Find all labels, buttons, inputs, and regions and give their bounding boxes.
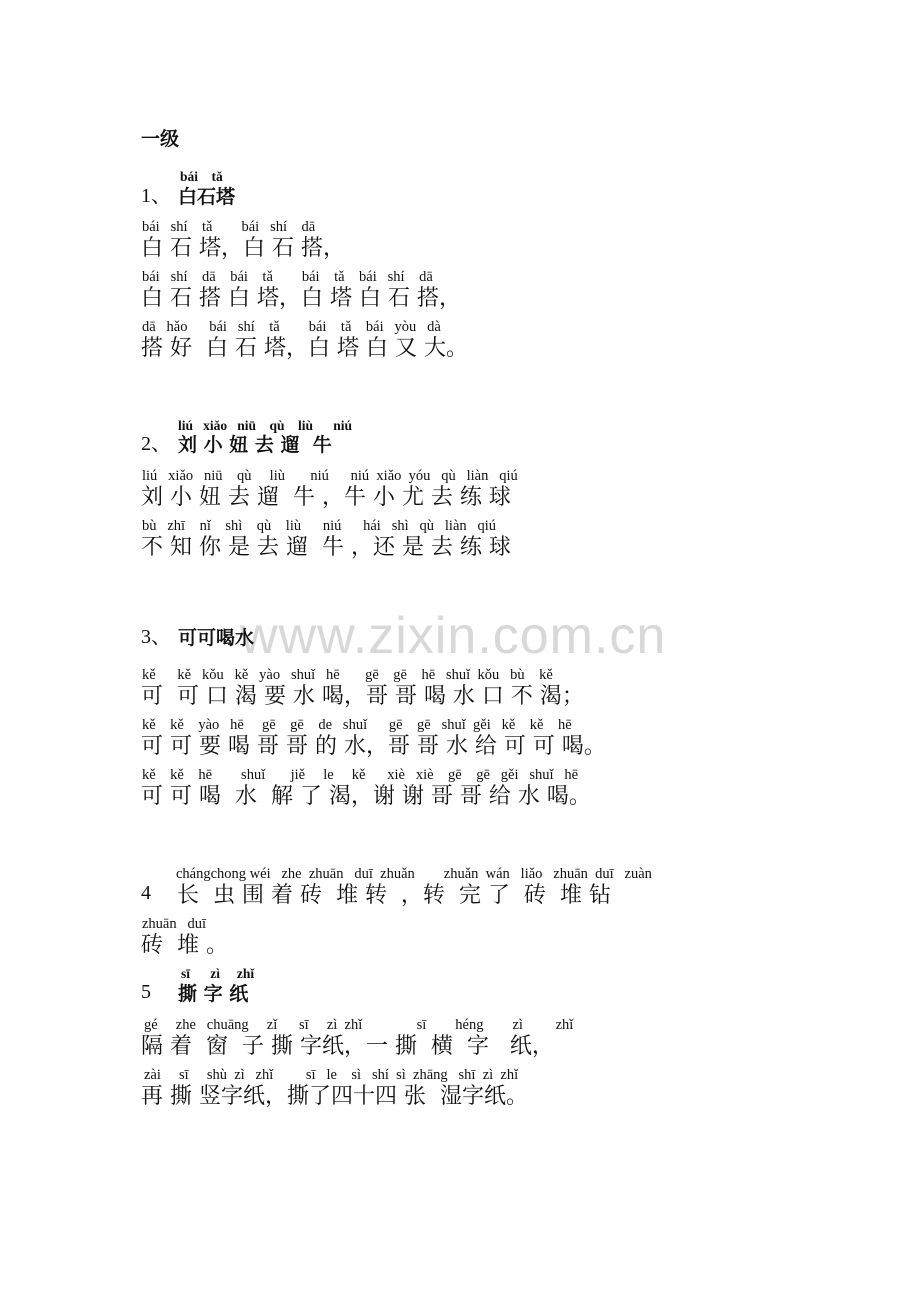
poem4-line2-pinyin: zhuān duī	[142, 916, 207, 932]
poem1-number: 1、	[141, 185, 171, 207]
poem4-line1-pinyin: chángchong wéi zhe zhuān duī zhuǎn zhuǎn wán liǎo zhuān duī zuàn	[176, 866, 652, 882]
poem3-line2-pinyin: kě kě yào hē gē gē de shuǐ gē gē shuǐ gěi kě kě hē	[142, 717, 572, 733]
poem2-line2-pinyin: bù zhī nǐ shì qù liù niú hái shì qù liàn qiú	[142, 518, 497, 534]
poem4-number: 4	[141, 882, 151, 904]
poem3-number: 3、	[141, 626, 171, 648]
poem3-line1-hanzi: 可 可 口 渴 要 水 喝，哥 哥 喝 水 口 不 渴；	[141, 684, 584, 709]
watermark: www.zixin.com.cn	[240, 607, 667, 665]
poem1-title-pinyin: bái tǎ	[180, 169, 223, 184]
poem4-line2-hanzi: 砖 堆 。	[141, 933, 228, 958]
poem2-line1-pinyin: liú xiǎo niū qù liù niú niú xiǎo yóu qù liàn qiú	[142, 468, 518, 484]
poem5-title: 撕 字 纸	[178, 983, 249, 1005]
poem3-line3-pinyin: kě kě hē shuǐ jiě le kě xiè xiè gē gē gěi shuǐ hē	[142, 767, 579, 783]
poem5-line1-pinyin: gé zhe chuāng zǐ sī zì zhǐ sī héng zì zhǐ	[144, 1017, 574, 1033]
poem1-line2-pinyin: bái shí dā bái tǎ bái tǎ bái shí dā	[142, 269, 433, 285]
poem5-line2-pinyin: zài sī shù zì zhǐ sī le sì shí sì zhāng shī zì zhǐ	[144, 1067, 519, 1083]
poem4-line1-hanzi: 长 虫 围 着 砖 堆 转 ，转 完 了 砖 堆 钻	[170, 883, 611, 908]
poem1-line3-pinyin: dā hǎo bái shí tǎ bái tǎ bái yòu dà	[142, 319, 441, 335]
poem2-line2-hanzi: 不 知 你 是 去 遛 牛 ，还 是 去 练 球	[141, 535, 511, 560]
poem5-line1-hanzi: 隔 着 窗 子 撕 字纸，一 撕 横 字 纸，	[141, 1034, 554, 1059]
poem3-line1-pinyin: kě kě kǒu kě yào shuǐ hē gē gē hē shuǐ kǒu bù kě	[142, 667, 553, 683]
poem3-line3-hanzi: 可 可 喝 水 解 了 渴，谢 谢 哥 哥 给 水 喝。	[141, 784, 591, 809]
poem1-line2-hanzi: 白 石 搭 白 塔，白 塔 白 石 搭，	[141, 286, 461, 311]
poem5-line2-hanzi: 再 撕 竖字纸，撕了四十四 张 湿字纸。	[141, 1084, 528, 1109]
poem1-line3-hanzi: 搭 好 白 石 塔，白 塔 白 又 大。	[141, 336, 468, 361]
poem2-number: 2、	[141, 433, 171, 455]
poem3-line2-hanzi: 可 可 要 喝 哥 哥 的 水，哥 哥 水 给 可 可 喝。	[141, 734, 606, 759]
poem2-title: 刘 小 妞 去 遛 牛	[178, 434, 332, 456]
poem5-number: 5	[141, 981, 151, 1003]
poem2-line1-hanzi: 刘 小 妞 去 遛 牛 ，牛 小 尤 去 练 球	[141, 485, 511, 510]
poem1-title: 白石塔	[178, 186, 236, 208]
poem5-title-pinyin: sī zì zhǐ	[181, 966, 255, 981]
level-title: 一级	[141, 128, 180, 150]
poem1-line1-hanzi: 白 石 塔，白 石 搭，	[141, 236, 345, 261]
poem2-title-pinyin: liú xiǎo niū qù liù niú	[178, 418, 353, 433]
poem1-line1-pinyin: bái shí tǎ bái shí dā	[142, 219, 316, 235]
poem3-title: 可可喝水	[178, 627, 255, 649]
